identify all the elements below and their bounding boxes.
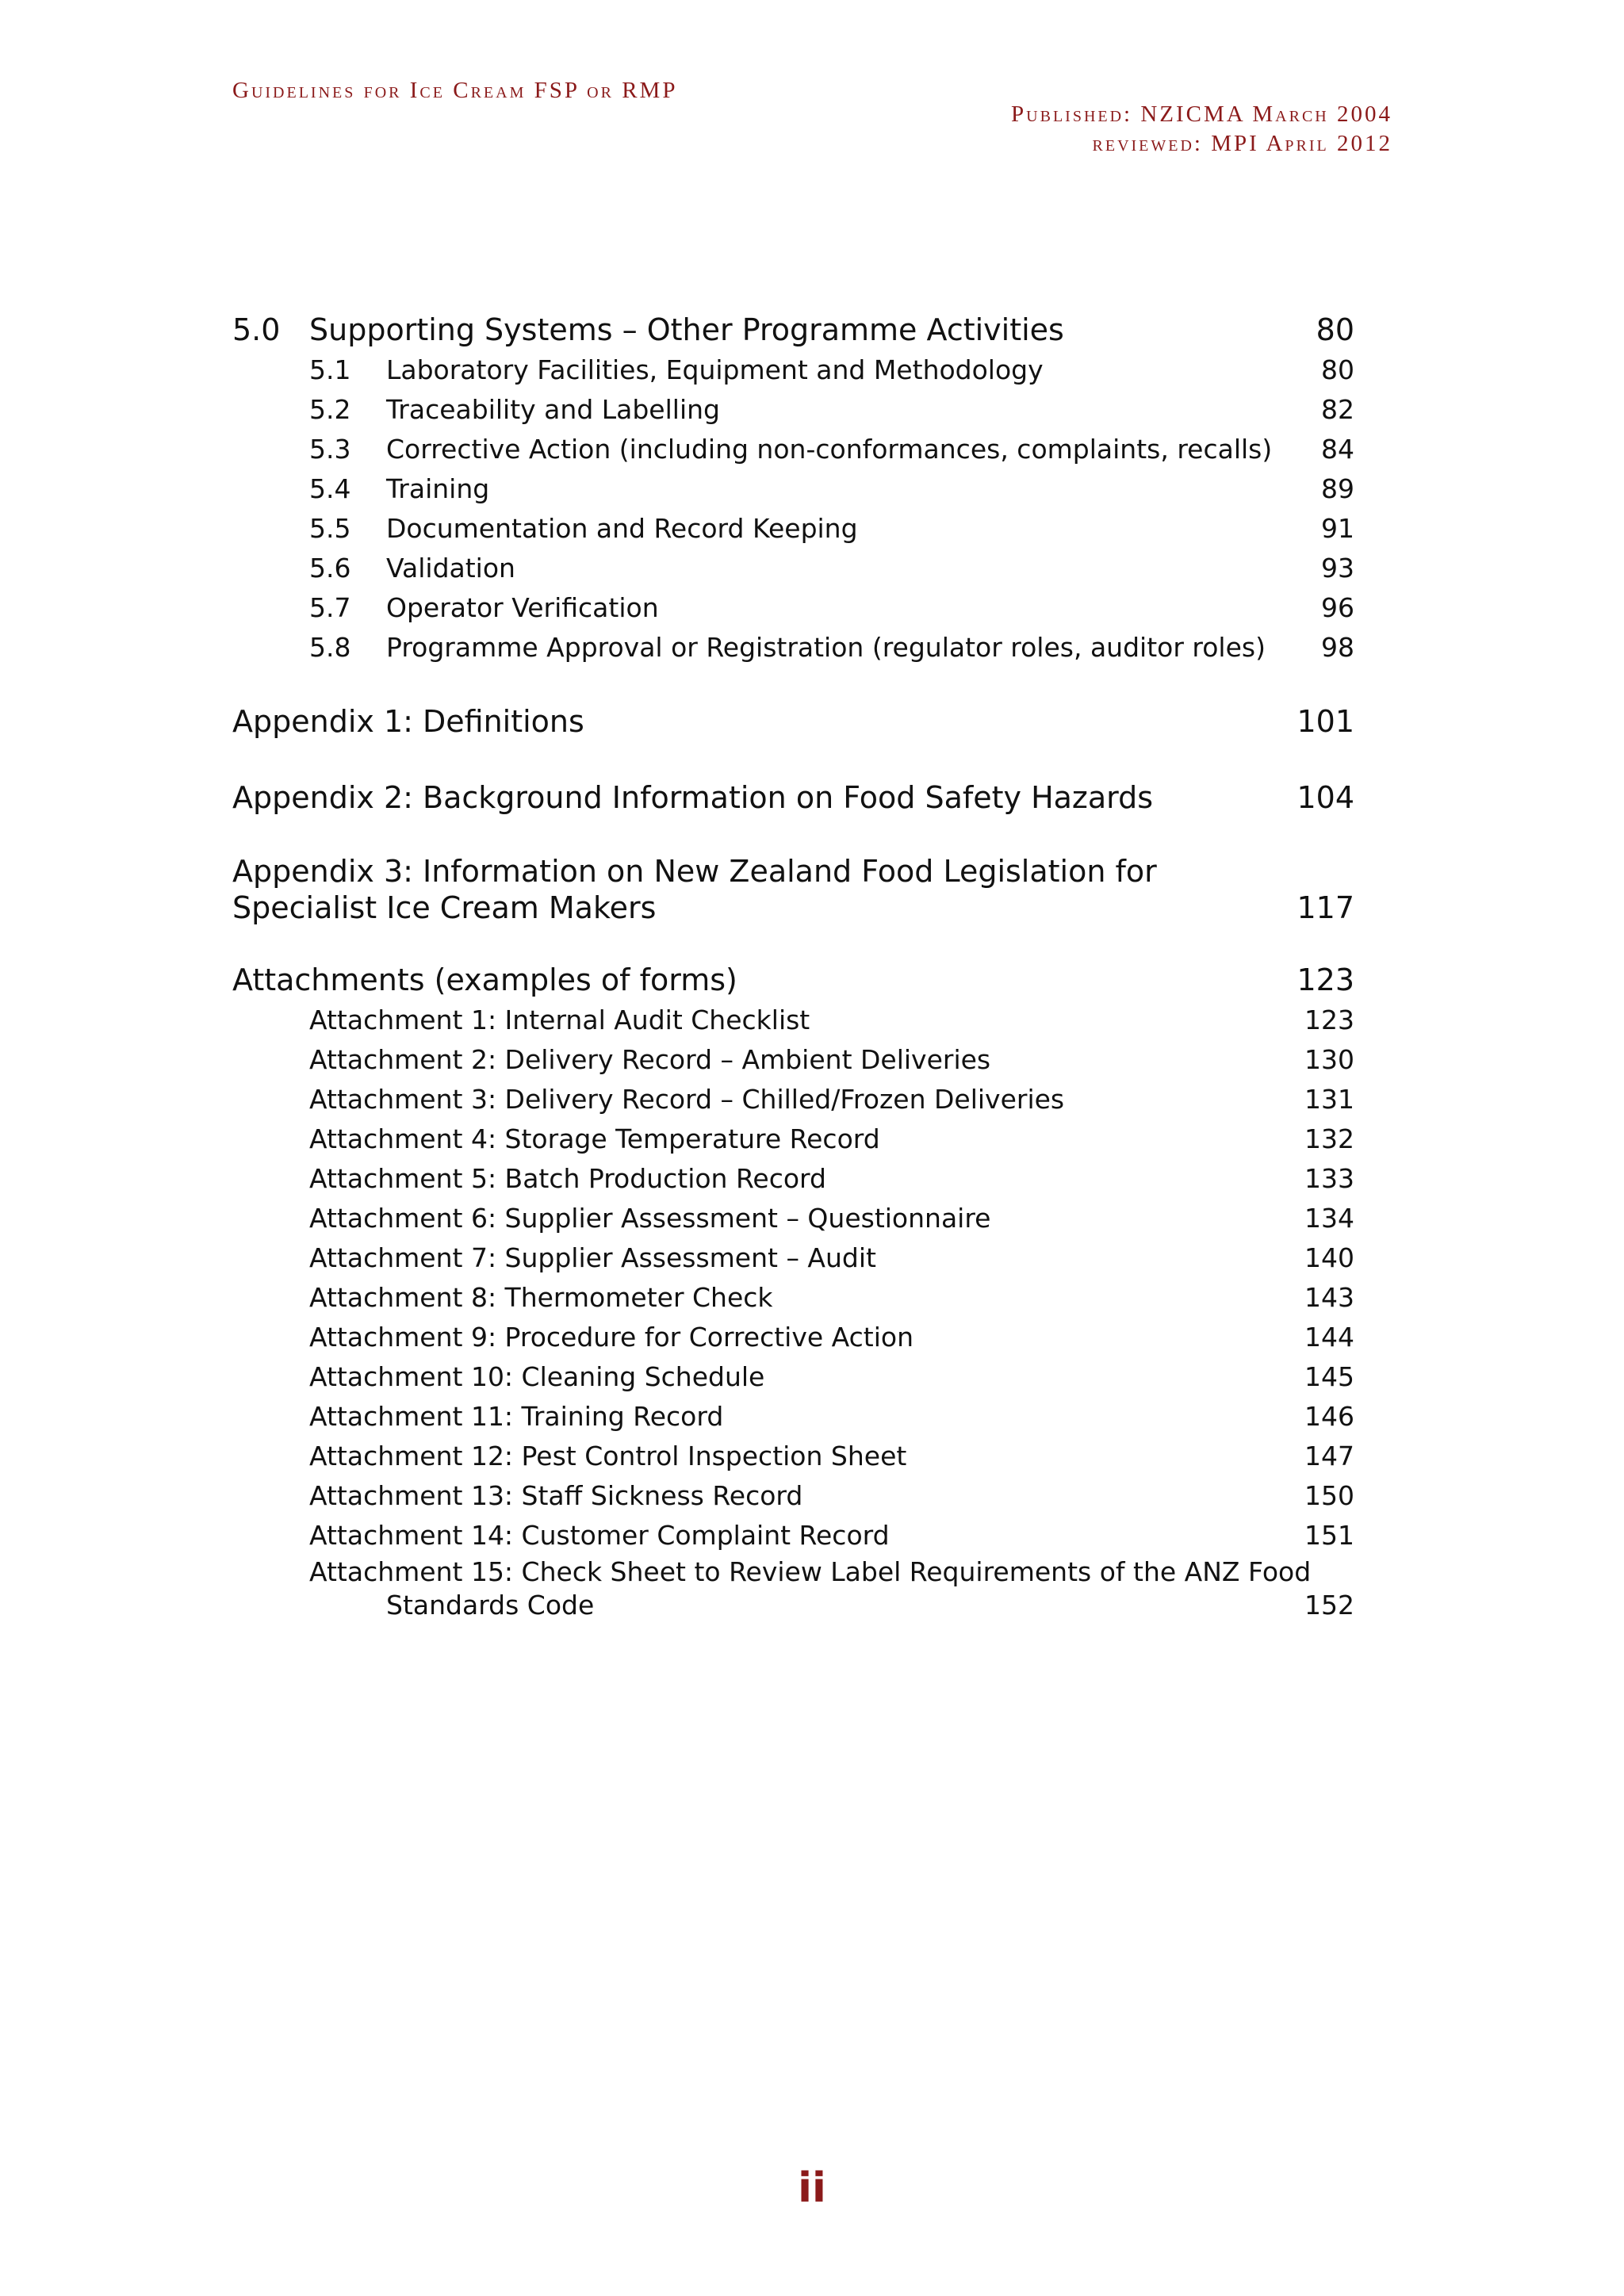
toc-entry-title: Attachment 13: Staff Sickness Record <box>309 1480 803 1511</box>
toc-subentry <box>232 390 1354 430</box>
toc-attachment-entry <box>232 1238 1354 1278</box>
toc-subentry <box>232 509 1354 549</box>
toc-entry-title: Attachment 12: Pest Control Inspection Sheet <box>309 1441 907 1471</box>
toc-entry-number: 5.4 <box>309 473 351 504</box>
toc-entry-section-5 <box>232 309 1354 350</box>
toc-entry-title: Attachment 9: Procedure for Corrective Action <box>309 1322 914 1353</box>
toc-attachment-entry <box>232 1159 1354 1199</box>
toc-entry-page: 143 <box>1304 1282 1354 1313</box>
toc-attachment-entry <box>232 1516 1354 1556</box>
toc-entry-title: Attachment 15: Check Sheet to Review Label Requirements of the ANZ Food Standards Code <box>309 1556 1312 1621</box>
toc-entry-page: 131 <box>1304 1084 1354 1115</box>
toc-attachment-entry <box>232 1119 1354 1159</box>
toc-entry-page: 117 <box>1297 890 1354 925</box>
toc-entry-title: Attachment 1: Internal Audit Checklist <box>309 1004 810 1035</box>
toc-entry-page: 150 <box>1304 1480 1354 1511</box>
toc-entry-title: Appendix 2: Background Information on Food Safety Hazards <box>232 780 1154 815</box>
toc-entry-title: Attachment 7: Supplier Assessment – Audit <box>309 1242 876 1273</box>
toc-entry-title: Attachments (examples of forms) <box>232 962 737 997</box>
running-header-publication <box>1011 100 1392 159</box>
toc-attachment-entry <box>232 1397 1354 1437</box>
toc-entry-page: 130 <box>1304 1044 1354 1075</box>
toc-entry-page: 133 <box>1304 1163 1354 1194</box>
toc-entry-title: Traceability and Labelling <box>386 394 720 425</box>
toc-entry-title: Operator Verification <box>386 592 659 623</box>
toc-entry-page: 80 <box>1316 312 1354 347</box>
toc-attachment-entry <box>232 1199 1354 1238</box>
toc-entry-title: Appendix 3: Information on New Zealand Food Legislation for Specialist Ice Cream Makers <box>232 854 1157 925</box>
toc-attachment-entry <box>232 1357 1354 1397</box>
toc-entry-page: 104 <box>1297 780 1354 815</box>
toc-entry-page: 123 <box>1304 1004 1354 1035</box>
toc-subentry <box>232 430 1354 469</box>
review-line: reviewed: MPI April 2012 <box>1092 131 1392 156</box>
toc-entry-number: 5.1 <box>309 354 351 385</box>
toc-entry-title: Attachment 11: Training Record <box>309 1401 724 1432</box>
page-number: ii <box>798 2164 826 2212</box>
toc-entry-appendix-3 <box>232 853 1354 926</box>
toc-entry-appendix-2 <box>232 777 1354 818</box>
toc-entry-page: 84 <box>1321 434 1354 465</box>
running-header-title: Guidelines for Ice Cream FSP or RMP <box>232 78 678 103</box>
toc-attachment-entry <box>232 1476 1354 1516</box>
toc-entry-page: 123 <box>1297 962 1354 997</box>
publication-line: Published: NZICMA March 2004 <box>1011 101 1392 127</box>
toc-subentry <box>232 350 1354 390</box>
toc-entry-page: 98 <box>1321 632 1354 663</box>
toc-entry-title: Validation <box>386 553 515 584</box>
toc-entry-title: Documentation and Record Keeping <box>386 513 858 544</box>
toc-attachment-entry <box>232 1318 1354 1357</box>
toc-entry-title: Attachment 14: Customer Complaint Record <box>309 1520 890 1551</box>
toc-entry-title: Attachment 5: Batch Production Record <box>309 1163 826 1194</box>
toc-entry-page: 140 <box>1304 1242 1354 1273</box>
toc-entry-title: Attachment 8: Thermometer Check <box>309 1282 773 1313</box>
toc-entry-page: 146 <box>1304 1401 1354 1432</box>
toc-entry-page: 80 <box>1321 354 1354 385</box>
toc-subentry <box>232 549 1354 588</box>
toc-entry-number: 5.7 <box>309 592 351 623</box>
toc-entry-title: Training <box>386 473 490 504</box>
toc-attachment-entry <box>232 1437 1354 1476</box>
toc-attachment-entry <box>232 1001 1354 1040</box>
toc-entry-number: 5.0 <box>232 312 281 347</box>
toc-entry-page: 147 <box>1304 1441 1354 1471</box>
toc-entry-number: 5.3 <box>309 434 351 465</box>
toc-entry-page: 89 <box>1321 473 1354 504</box>
toc-entry-title: Attachment 6: Supplier Assessment – Questionnaire <box>309 1203 991 1234</box>
toc-entry-title: Attachment 10: Cleaning Schedule <box>309 1361 765 1392</box>
toc-subentry <box>232 628 1354 668</box>
toc-entry-title: Programme Approval or Registration (regulator roles, auditor roles) <box>386 632 1266 663</box>
toc-subentry <box>232 588 1354 628</box>
section-5-subentries <box>232 350 1354 668</box>
toc-subentry <box>232 469 1354 509</box>
toc-attachment-entry <box>232 1080 1354 1119</box>
toc-entry-page: 144 <box>1304 1322 1354 1353</box>
toc-entry-appendix-1 <box>232 701 1354 742</box>
toc-entry-page: 82 <box>1321 394 1354 425</box>
toc-entry-attachment-15 <box>232 1556 1354 1622</box>
toc-attachment-entry <box>232 1278 1354 1318</box>
toc-entry-title: Attachment 2: Delivery Record – Ambient Deliveries <box>309 1044 991 1075</box>
toc-entry-page: 145 <box>1304 1361 1354 1392</box>
toc-entry-number: 5.2 <box>309 394 351 425</box>
toc-entry-title: Supporting Systems – Other Programme Activities <box>309 312 1064 347</box>
toc-entry-page: 152 <box>1304 1590 1354 1621</box>
toc-entry-number: 5.8 <box>309 632 351 663</box>
toc-entry-page: 134 <box>1304 1203 1354 1234</box>
toc-entry-title: Attachment 4: Storage Temperature Record <box>309 1123 880 1154</box>
table-of-contents <box>232 309 1354 1622</box>
toc-attachment-entry <box>232 1040 1354 1080</box>
toc-entry-title: Attachment 3: Delivery Record – Chilled/Frozen Deliveries <box>309 1084 1065 1115</box>
toc-entry-page: 96 <box>1321 592 1354 623</box>
toc-entry-page: 151 <box>1304 1520 1354 1551</box>
toc-entry-number: 5.5 <box>309 513 351 544</box>
toc-entry-page: 101 <box>1297 704 1354 739</box>
toc-entry-title: Appendix 1: Definitions <box>232 704 584 739</box>
toc-entry-page: 132 <box>1304 1123 1354 1154</box>
toc-entry-page: 93 <box>1321 553 1354 584</box>
toc-entry-attachments <box>232 959 1354 1001</box>
toc-entry-title: Corrective Action (including non-conformances, complaints, recalls) <box>386 434 1273 465</box>
attachment-subentries <box>232 1001 1354 1556</box>
toc-entry-number: 5.6 <box>309 553 351 584</box>
toc-entry-title: Laboratory Facilities, Equipment and Methodology <box>386 354 1044 385</box>
toc-entry-page: 91 <box>1321 513 1354 544</box>
